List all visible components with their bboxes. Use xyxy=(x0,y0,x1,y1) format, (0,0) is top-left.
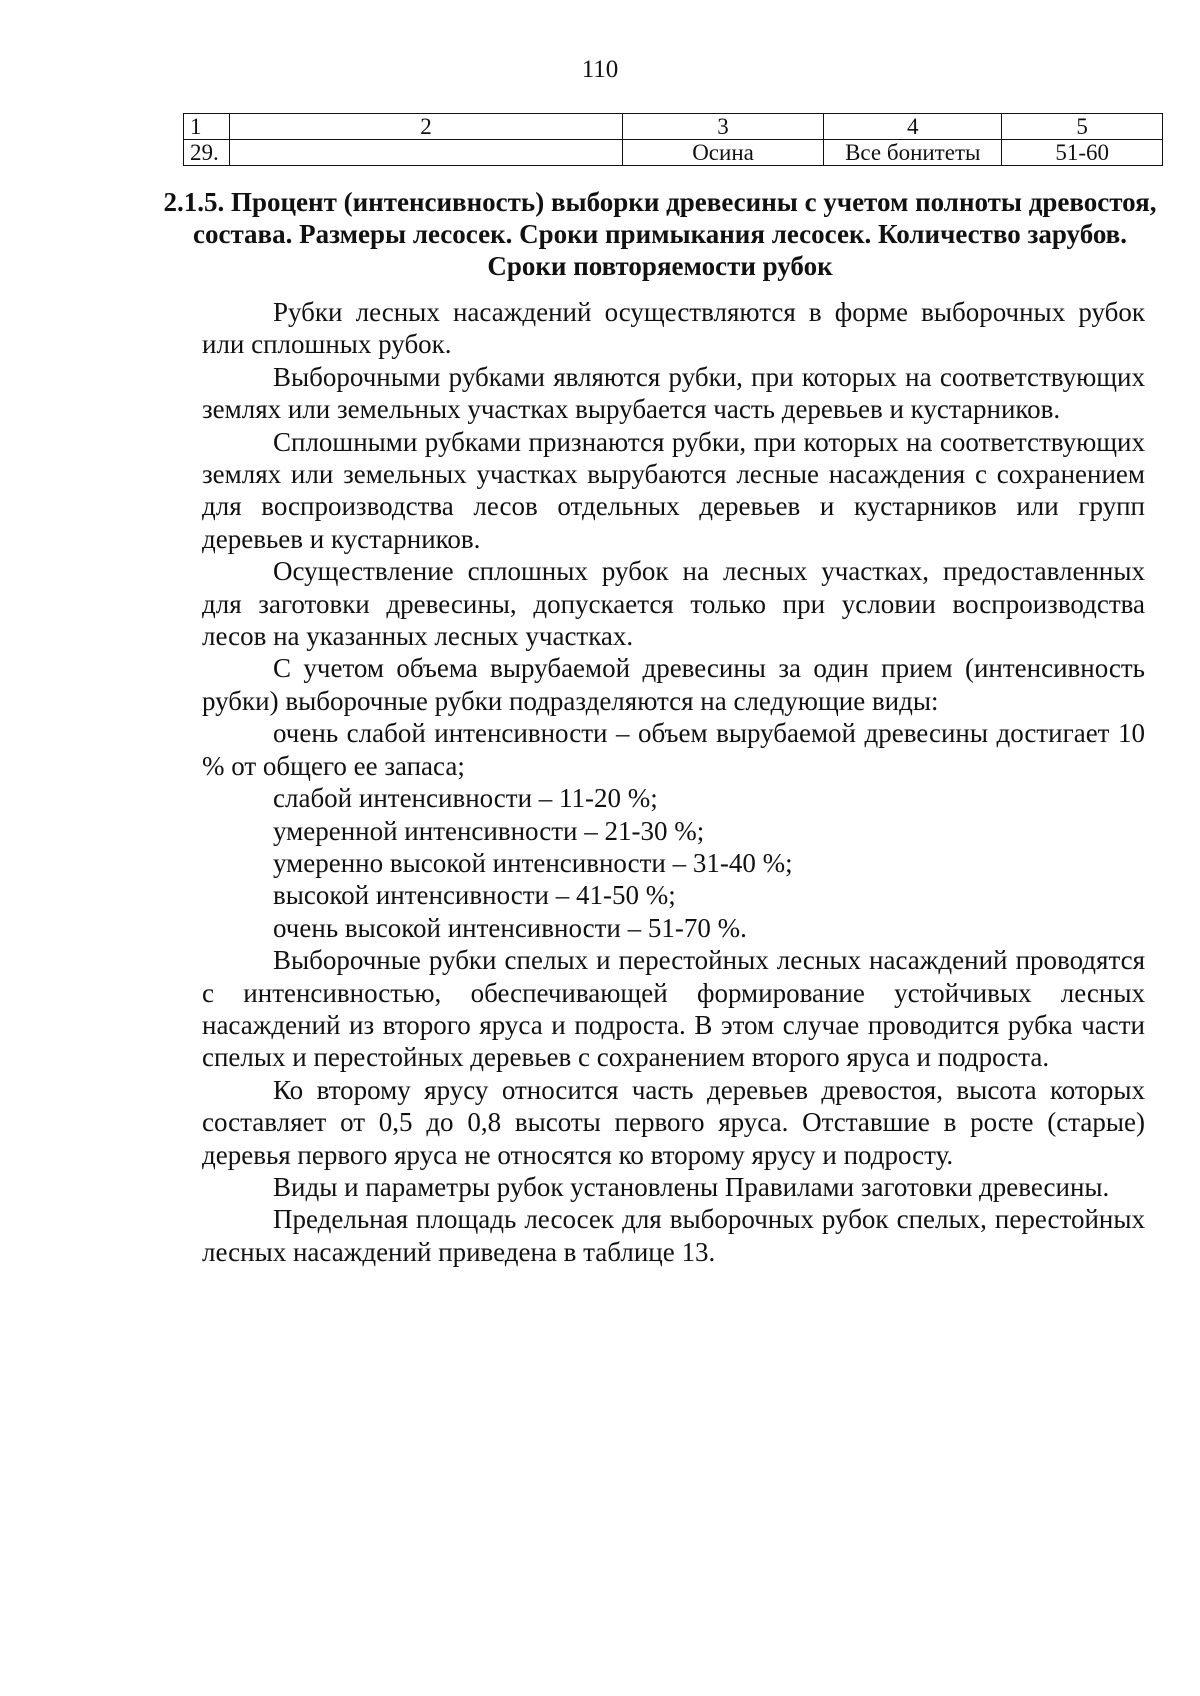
paragraph: Виды и параметры рубок установлены Правилами заготовки древесины. xyxy=(273,1171,1110,1202)
table-header-cell: 3 xyxy=(622,114,823,140)
list-item: слабой интенсивности – 11-20 %; xyxy=(273,783,658,814)
body-text xyxy=(202,296,1145,1268)
paragraph: С учетом объема вырубаемой древесины за один прием (интенсивность рубки) выборочные рубки подразделяются на следующие виды: xyxy=(202,653,1145,716)
page-number: 110 xyxy=(581,56,619,83)
paragraph: Ко второму ярусу относится часть деревьев древостоя, высота которых составляет от 0,5 до 0,8 высоты первого яруса. Отставшие в росте (старые) деревья первого яруса не относятся ко второму ярусу и подросту. xyxy=(202,1074,1145,1170)
list-item: очень слабой интенсивности – объем вырубаемой древесины достигает 10 % от общего ее запаса; xyxy=(202,718,1145,781)
table-row xyxy=(184,140,1163,166)
table-cell xyxy=(230,140,623,166)
list-item: умеренной интенсивности – 21-30 %; xyxy=(273,815,705,846)
table-header-cell: 1 xyxy=(184,114,230,140)
table-header-cell: 4 xyxy=(824,114,1002,140)
continued-table xyxy=(183,113,1163,166)
list-item: высокой интенсивности – 41-50 %; xyxy=(273,880,676,911)
paragraph: Выборочными рубками являются рубки, при которых на соответствующих землях или земельных участках вырубается часть деревьев и кустарников. xyxy=(202,361,1145,425)
table-cell: 29. xyxy=(184,140,230,166)
paragraph: Осуществление сплошных рубок на лесных участках, предоставленных для заготовки древесины, допускается только при условии воспроизводства лесов на указанных лесных участках. xyxy=(202,556,1145,652)
list-item: очень высокой интенсивности – 51-70 %. xyxy=(273,912,747,943)
paragraph: Предельная площадь лесосек для выборочных рубок спелых, перестойных лесных насаждений приведена в таблице 13. xyxy=(202,1204,1145,1267)
table-header-row xyxy=(184,114,1163,140)
table-cell: 51-60 xyxy=(1002,140,1163,166)
table-header-cell: 2 xyxy=(230,114,623,140)
list-item: умеренно высокой интенсивности – 31-40 %; xyxy=(273,847,793,878)
paragraph: Рубки лесных насаждений осуществляются в форме выборочных рубок или сплошных рубок. xyxy=(202,297,1145,360)
paragraph: Сплошными рубками признаются рубки, при которых на соответствующих землях или земельных участках вырубаются лесные насаждения с сохранением для воспроизводства лесов отдельных деревьев и кустарников или групп деревьев и кустарников. xyxy=(202,426,1145,554)
table-header-cell: 5 xyxy=(1002,114,1163,140)
section-heading: 2.1.5. Процент (интенсивность) выборки древесины с учетом полноты древостоя, состава. Размеры лесосек. Сроки примыкания лесосек. Количество зарубов. Сроки повторяемости рубок xyxy=(163,187,1157,281)
table-cell: Осина xyxy=(622,140,823,166)
table-cell: Все бонитеты xyxy=(824,140,1002,166)
paragraph: Выборочные рубки спелых и перестойных лесных насаждений проводятся с интенсивностью, обеспечивающей формирование устойчивых лесных насаждений из второго яруса и подроста. В этом случае проводится рубка части спелых и перестойных деревьев с сохранением второго яруса и подроста. xyxy=(202,945,1145,1073)
